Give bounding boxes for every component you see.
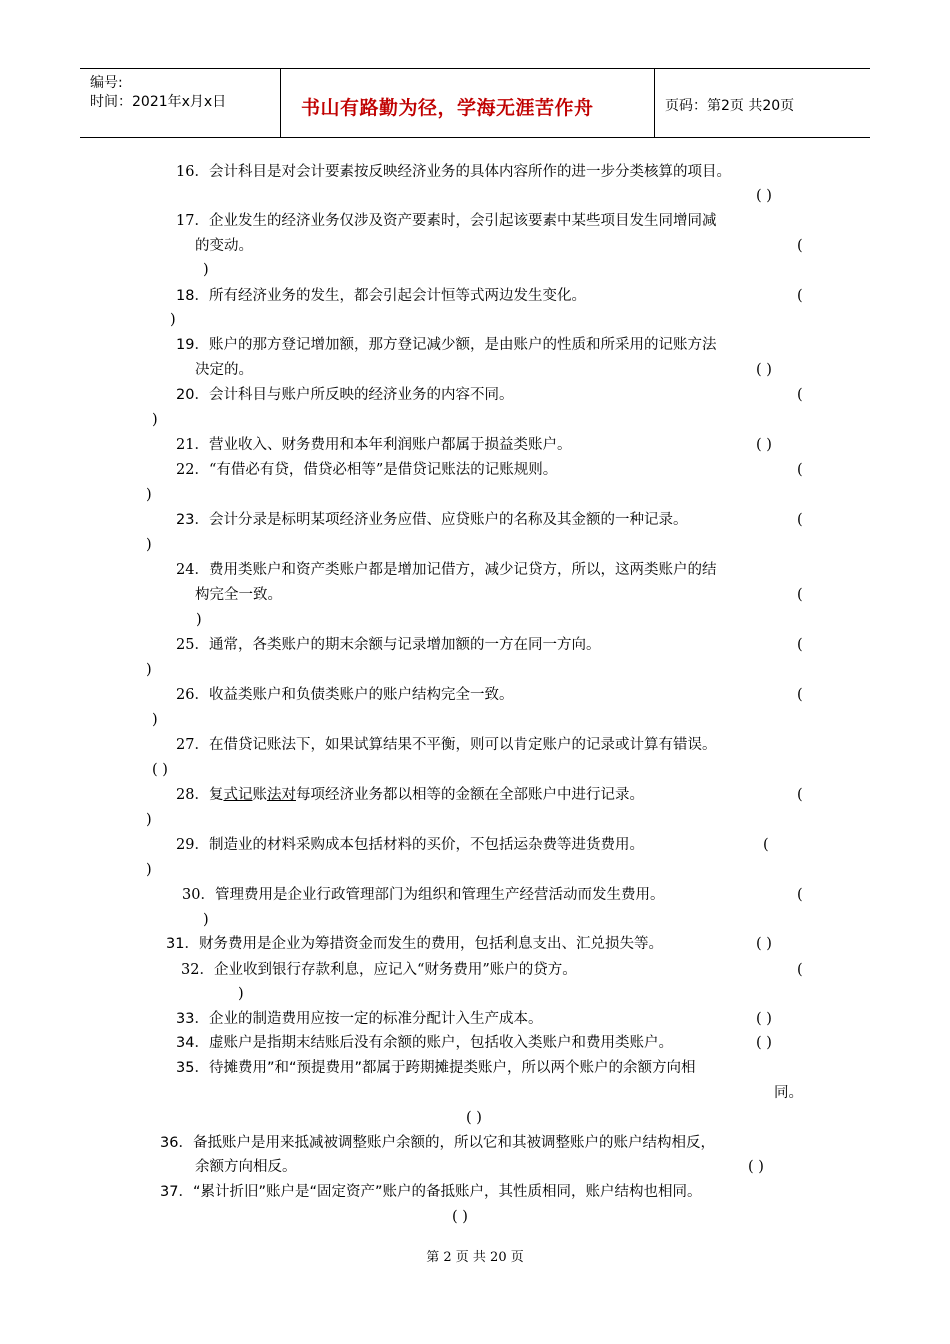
question-28-number: 28． bbox=[176, 787, 209, 803]
question-35-line-1: 35．待摊费用”和“预提费用”都属于跨期摊提类账户，所以两个账户的余额方向相 bbox=[176, 1060, 696, 1076]
answer-paren-close: ) bbox=[196, 612, 202, 628]
answer-paren-close: ) bbox=[170, 312, 176, 328]
answer-paren-close: ) bbox=[146, 812, 152, 828]
answer-paren[interactable]: ( ) bbox=[756, 362, 772, 378]
question-21: 21．营业收入、财务费用和本年利润账户都属于损益类账户。 bbox=[176, 437, 572, 453]
answer-paren-open[interactable]: ( bbox=[797, 238, 803, 254]
answer-paren-open[interactable]: ( bbox=[797, 637, 803, 653]
answer-paren-open[interactable]: ( bbox=[797, 512, 803, 528]
answer-paren-close: ) bbox=[146, 862, 152, 878]
serial-label: 编号: bbox=[90, 75, 123, 91]
question-24-line-2: 构完全一致。 bbox=[195, 587, 282, 603]
question-24-line-1: 24．费用类账户和资产类账户都是增加记借方，减少记贷方，所以，这两类账户的结 bbox=[176, 562, 717, 578]
question-23: 23．会计分录是标明某项经济业务应借、应贷账户的名称及其金额的一种记录。 bbox=[176, 512, 688, 528]
answer-paren-close: ) bbox=[203, 912, 209, 928]
answer-paren-open[interactable]: ( bbox=[797, 288, 803, 304]
question-36-line-1: 36．备抵账户是用来抵减被调整账户余额的，所以它和其被调整账户的账户结构相反， bbox=[160, 1135, 715, 1151]
answer-paren-open[interactable]: ( bbox=[797, 587, 803, 603]
question-28: 28．复式记账法对每项经济业务都以相等的金额在全部账户中进行记录。 bbox=[176, 787, 644, 803]
answer-paren-open[interactable]: ( bbox=[797, 387, 803, 403]
question-17-line-1: 17．企业发生的经济业务仅涉及资产要素时，会引起该要素中某些项目发生同增同减 bbox=[176, 213, 717, 229]
question-29: 29．制造业的材料采购成本包括材料的买价，不包括运杂费等进货费用。 bbox=[176, 837, 644, 853]
question-37: 37．“累计折旧”账户是“固定资产”账户的备抵账户，其性质相同，账户结构也相同。 bbox=[160, 1184, 702, 1200]
question-26: 26．收益类账户和负债类账户的账户结构完全一致。 bbox=[176, 687, 514, 703]
question-19-line-2: 决定的。 bbox=[195, 362, 253, 378]
question-16: 16．会计科目是对会计要素按反映经济业务的具体内容所作的进一步分类核算的项目。 bbox=[176, 164, 731, 180]
question-20: 20．会计科目与账户所反映的经济业务的内容不同。 bbox=[176, 387, 514, 403]
question-25: 25．通常，各类账户的期末余额与记录增加额的一方在同一方向。 bbox=[176, 637, 601, 653]
date-label: 时间：2021年x月x日 bbox=[90, 94, 227, 110]
answer-paren[interactable]: ( ) bbox=[756, 1035, 772, 1051]
answer-paren[interactable]: ( ) bbox=[452, 1209, 468, 1225]
answer-paren[interactable]: ( ) bbox=[748, 1159, 764, 1175]
answer-paren-open[interactable]: ( bbox=[797, 687, 803, 703]
header-motto-cell bbox=[281, 69, 655, 137]
answer-paren-close: ) bbox=[152, 412, 158, 428]
answer-paren-close: ) bbox=[238, 986, 244, 1002]
answer-paren-open[interactable]: ( bbox=[797, 887, 803, 903]
answer-paren-open[interactable]: ( bbox=[797, 962, 803, 978]
question-32: 32．企业收到银行存款利息，应记入“财务费用”账户的贷方。 bbox=[181, 962, 577, 978]
answer-paren-close: ) bbox=[146, 537, 152, 553]
answer-paren[interactable]: ( ) bbox=[756, 437, 772, 453]
header-meta-cell bbox=[80, 69, 281, 137]
answer-paren-close: ) bbox=[146, 487, 152, 503]
question-30: 30．管理费用是企业行政管理部门为组织和管理生产经营活动而发生费用。 bbox=[182, 887, 665, 903]
question-27: 27．在借贷记账法下，如果试算结果不平衡，则可以肯定账户的记录或计算有错误。 bbox=[176, 737, 717, 753]
question-19-line-1: 19．账户的那方登记增加额，那方登记减少额，是由账户的性质和所采用的记账方法 bbox=[176, 337, 717, 353]
answer-paren-close: ) bbox=[152, 712, 158, 728]
question-31: 31．财务费用是企业为筹措资金而发生的费用，包括利息支出、汇兑损失等。 bbox=[166, 936, 663, 952]
answer-paren[interactable]: ( ) bbox=[466, 1110, 482, 1126]
page-info: 页码：第2页 共20页 bbox=[665, 98, 795, 114]
header-page-cell bbox=[655, 69, 870, 137]
document-header bbox=[80, 68, 870, 138]
answer-paren[interactable]: ( ) bbox=[756, 936, 772, 952]
answer-paren-close: ) bbox=[203, 262, 209, 278]
question-36-line-2: 余额方向相反。 bbox=[195, 1159, 297, 1175]
answer-paren-open[interactable]: ( bbox=[763, 837, 769, 853]
question-33: 33．企业的制造费用应按一定的标准分配计入生产成本。 bbox=[176, 1011, 543, 1027]
question-17-line-2: 的变动。 bbox=[195, 238, 253, 254]
question-35-line-2: 同。 bbox=[774, 1085, 803, 1101]
question-34: 34．虚账户是指期末结账后没有余额的账户，包括收入类账户和费用类账户。 bbox=[176, 1035, 673, 1051]
answer-paren-open[interactable]: ( bbox=[797, 462, 803, 478]
answer-paren[interactable]: ( ) bbox=[756, 188, 772, 204]
page-footer: 第 2 页 共 20 页 bbox=[426, 1250, 524, 1265]
motto: 书山有路勤为径，学海无涯苦作舟 bbox=[301, 97, 594, 119]
answer-paren-open[interactable]: ( bbox=[797, 787, 803, 803]
answer-paren[interactable]: ( ) bbox=[756, 1011, 772, 1027]
answer-paren-close: ) bbox=[146, 662, 152, 678]
question-18: 18．所有经济业务的发生，都会引起会计恒等式两边发生变化。 bbox=[176, 288, 586, 304]
question-22: 22．“有借必有贷，借贷必相等”是借贷记账法的记账规则。 bbox=[176, 462, 558, 478]
answer-paren[interactable]: ( ) bbox=[152, 762, 168, 778]
